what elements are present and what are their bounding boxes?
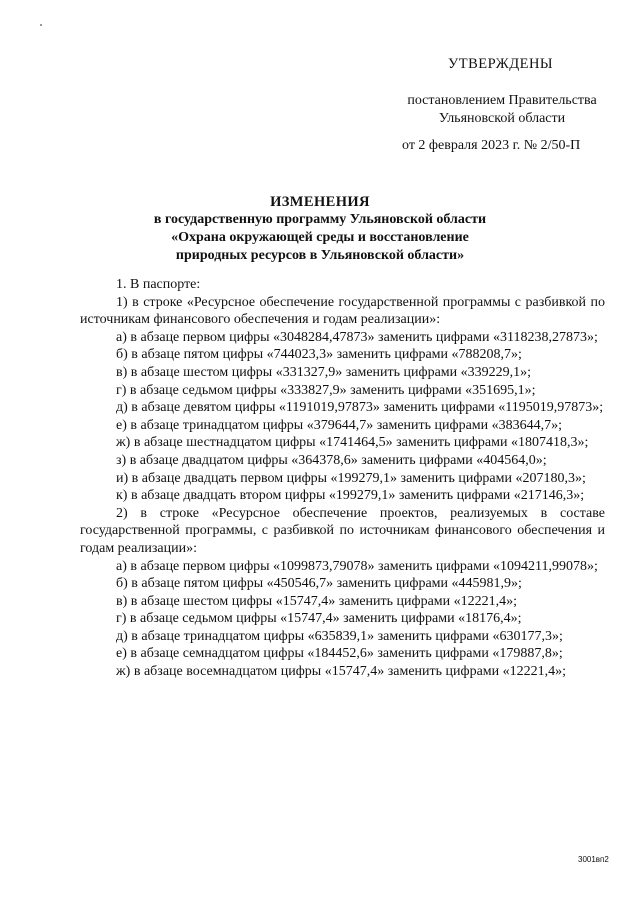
document-title bbox=[0, 193, 640, 265]
paragraph: г) в абзаце седьмом цифры «333827,9» заменить цифрами «351695,1»; bbox=[116, 382, 536, 398]
title-line-2: в государственную программу Ульяновской области bbox=[153, 212, 487, 227]
paragraph: д) в абзаце тринадцатом цифры «635839,1» заменить цифрами «630177,3»; bbox=[116, 628, 563, 644]
paragraph: б) в абзаце пятом цифры «744023,3» заменить цифрами «788208,7»; bbox=[116, 347, 522, 363]
paragraph: в) в абзаце шестом цифры «331327,9» заменить цифрами «339229,1»; bbox=[116, 364, 532, 380]
paragraph: 1. В паспорте: bbox=[116, 277, 201, 292]
paragraph: ж) в абзаце шестнадцатом цифры «1741464,5» заменить цифрами «1807418,3»; bbox=[116, 435, 589, 451]
paragraph: з) в абзаце двадцатом цифры «364378,6» заменить цифрами «404564,0»; bbox=[116, 452, 547, 468]
resolution-reference bbox=[394, 92, 610, 128]
paragraph: ж) в абзаце восемнадцатом цифры «15747,4» заменить цифрами «12221,4»; bbox=[116, 664, 567, 680]
paragraph: 2) в строке «Ресурсное обеспечение проектов, реализуемых в составе государственной программы, с разбивкой по источникам финансового обеспечения и годам реализации»: bbox=[80, 505, 605, 556]
approval-stamp-title: УТВЕРЖДЕНЫ bbox=[448, 56, 554, 72]
title-line-1: ИЗМЕНЕНИЯ bbox=[270, 194, 370, 210]
paragraph: е) в абзаце тринадцатом цифры «379644,7» заменить цифрами «383644,7»; bbox=[116, 417, 563, 433]
title-line-4: природных ресурсов в Ульяновской области» bbox=[175, 248, 465, 263]
paragraph: и) в абзаце двадцать первом цифры «199279,1» заменить цифрами «207180,3»; bbox=[116, 470, 586, 486]
paragraph: 1) в строке «Ресурсное обеспечение государственной программы с разбивкой по источникам финансового обеспечения и годам реализации»: bbox=[80, 294, 605, 328]
resolution-date: от 2 февраля 2023 г. № 2/50-П bbox=[402, 138, 581, 153]
resolution-line-2: Ульяновской области bbox=[438, 111, 566, 126]
paragraph: в) в абзаце шестом цифры «15747,4» заменить цифрами «12221,4»; bbox=[116, 593, 518, 609]
document-body bbox=[80, 276, 605, 681]
document-code: 3001вп2 bbox=[578, 855, 609, 864]
paragraph: е) в абзаце семнадцатом цифры «184452,6» заменить цифрами «179887,8»; bbox=[116, 646, 563, 662]
paragraph: а) в абзаце первом цифры «1099873,79078» заменить цифрами «1094211,99078»; bbox=[116, 558, 598, 574]
resolution-line-1: постановлением Правительства bbox=[407, 93, 597, 108]
paragraph: г) в абзаце седьмом цифры «15747,4» заменить цифрами «18176,4»; bbox=[116, 611, 522, 627]
paragraph: д) в абзаце девятом цифры «1191019,97873» заменить цифрами «1195019,97873»; bbox=[116, 400, 604, 416]
paragraph: б) в абзаце пятом цифры «450546,7» заменить цифрами «445981,9»; bbox=[116, 576, 522, 592]
scan-speck bbox=[40, 24, 42, 26]
paragraph: а) в абзаце первом цифры «3048284,47873» заменить цифрами «3118238,27873»; bbox=[116, 329, 598, 345]
paragraph: к) в абзаце двадцать втором цифры «199279,1» заменить цифрами «217146,3»; bbox=[116, 488, 585, 504]
title-line-3: «Охрана окружающей среды и восстановление bbox=[171, 230, 469, 245]
